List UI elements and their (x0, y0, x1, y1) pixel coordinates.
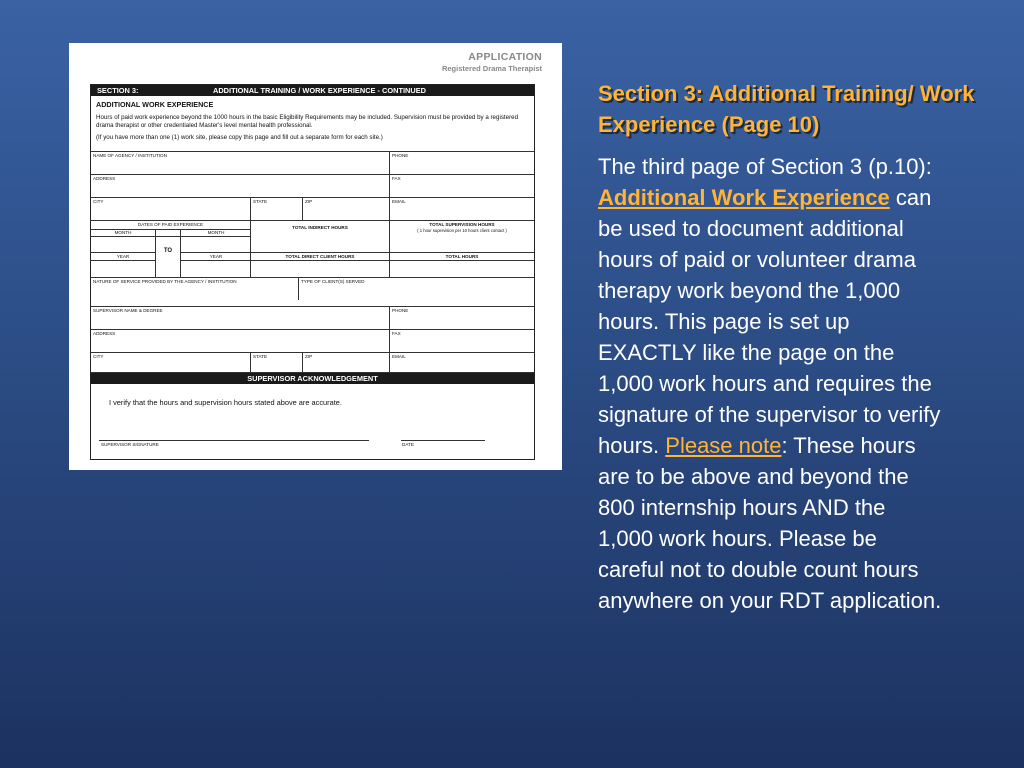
supervisor-address-row (91, 329, 534, 352)
intro-block (91, 96, 534, 149)
fax-field (390, 175, 534, 197)
nature-row (91, 277, 534, 300)
signature-label: SUPERVISOR SIGNATURE (101, 442, 159, 447)
supervisor-phone-field (390, 307, 534, 329)
supervisor-zip-field (303, 353, 390, 372)
date-label: DATE (402, 442, 414, 447)
form-image (69, 43, 562, 470)
city-label: CITY (93, 199, 104, 204)
total-direct-label: TOTAL DIRECT CLIENT HOURS (285, 254, 355, 259)
address-field (91, 175, 390, 197)
indirect-direct-column (251, 221, 390, 277)
supervisor-row (91, 306, 534, 329)
nature-label: NATURE OF SERVICE PROVIDED BY THE AGENCY / INSTITUTION (93, 279, 237, 284)
city-field (91, 198, 251, 220)
hours-grid (91, 220, 534, 277)
supervisor-zip-label: ZIP (305, 354, 313, 359)
subheading: ADDITIONAL WORK EXPERIENCE (96, 100, 214, 109)
supervisor-field (91, 307, 390, 329)
please-note-link[interactable]: Please note (665, 433, 782, 458)
supervisor-address-label: ADDRESS (93, 331, 116, 336)
state-field (251, 198, 303, 220)
fax-label: FAX (392, 176, 401, 181)
supervisor-email-field (390, 353, 534, 372)
state-label: STATE (253, 199, 268, 204)
supervisor-email-label: EMAIL (392, 354, 406, 359)
address-label: ADDRESS (93, 176, 116, 181)
total-indirect-label: TOTAL INDIRECT HOURS (292, 225, 348, 230)
address-row (91, 174, 534, 197)
supervision-note: ( 1 hour supervision per 10 hours client contact ) (417, 228, 507, 233)
supervisor-fax-label: FAX (392, 331, 401, 336)
additional-work-experience-link[interactable]: Additional Work Experience (598, 185, 890, 210)
supervisor-city-label: CITY (93, 354, 104, 359)
form-header-subtitle: Registered Drama Therapist (441, 64, 542, 73)
agency-label: NAME OF AGENCY / INSTITUTION (93, 153, 167, 158)
supervisor-city-field (91, 353, 251, 372)
clients-field (299, 278, 534, 300)
section-label: SECTION 3: (97, 86, 139, 95)
intro-text: Hours of paid work experience beyond the 1000 hours in the basic Eligibility Requirements may be included. Supervision must be provided by a registered drama therapist or other credentialed Master's level mental health professional. (96, 114, 519, 129)
phone-label: PHONE (392, 153, 409, 158)
body-text-1: The third page of Section 3 (p.10): (598, 154, 932, 179)
dates-column (91, 221, 251, 277)
body-text-2: can be used to document additional hours of paid or volunteer drama therapy work beyond the 1,000 hours. This page is set up EXACTLY like the page on the 1,000 work hours and requires the signature of the supervisor to verify hours. (598, 185, 941, 458)
supervisor-city-row (91, 352, 534, 372)
supervisor-state-label: STATE (253, 354, 268, 359)
slide-body (598, 151, 943, 616)
city-row (91, 197, 534, 220)
total-supervision-label: TOTAL SUPERVISION HOURS (429, 222, 495, 227)
supervisor-state-field (251, 353, 303, 372)
section-title: ADDITIONAL TRAINING / WORK EXPERIENCE - CONTINUED (213, 86, 426, 95)
to-label: TO (163, 248, 173, 254)
supervisor-fax-field (390, 330, 534, 352)
section-bar (91, 85, 534, 96)
month-label-2: MONTH (207, 230, 225, 235)
supervisor-phone-label: PHONE (392, 308, 409, 313)
dates-label: DATES OF PAID EXPERIENCE (137, 222, 204, 227)
slide-title: Section 3: Additional Training/ Work Experience (Page 10) (598, 81, 975, 137)
email-label: EMAIL (392, 199, 406, 204)
form-sheet (90, 84, 535, 460)
zip-label: ZIP (305, 199, 313, 204)
supervision-column (390, 221, 534, 277)
year-label-1: YEAR (116, 254, 130, 259)
supervisor-address-field (91, 330, 390, 352)
agency-field (91, 152, 390, 174)
form-header (442, 51, 542, 73)
form-header-title: APPLICATION (468, 51, 542, 63)
total-hours-label: TOTAL HOURS (445, 254, 479, 259)
month-label-1: MONTH (114, 230, 132, 235)
zip-field (303, 198, 390, 220)
body-text-3: : These hours are to be above and beyond the 800 internship hours AND the 1,000 work hours. Please be careful not to double count hours anywhere on your RDT application. (598, 433, 942, 613)
ack-bar: SUPERVISOR ACKNOWLEDGEMENT (91, 372, 534, 384)
nature-field (91, 278, 299, 300)
agency-row (91, 151, 534, 174)
instruction-text: (If you have more than one (1) work site, please copy this page and fill out a separate form for each site.) (96, 134, 383, 141)
phone-field (390, 152, 534, 174)
supervisor-label: SUPERVISOR NAME & DEGREE (93, 308, 163, 313)
clients-label: TYPE OF CLIENT(S) SERVED (301, 279, 365, 284)
year-label-2: YEAR (209, 254, 223, 259)
ack-text: I verify that the hours and supervision hours stated above are accurate. (109, 398, 342, 407)
email-field (390, 198, 534, 220)
